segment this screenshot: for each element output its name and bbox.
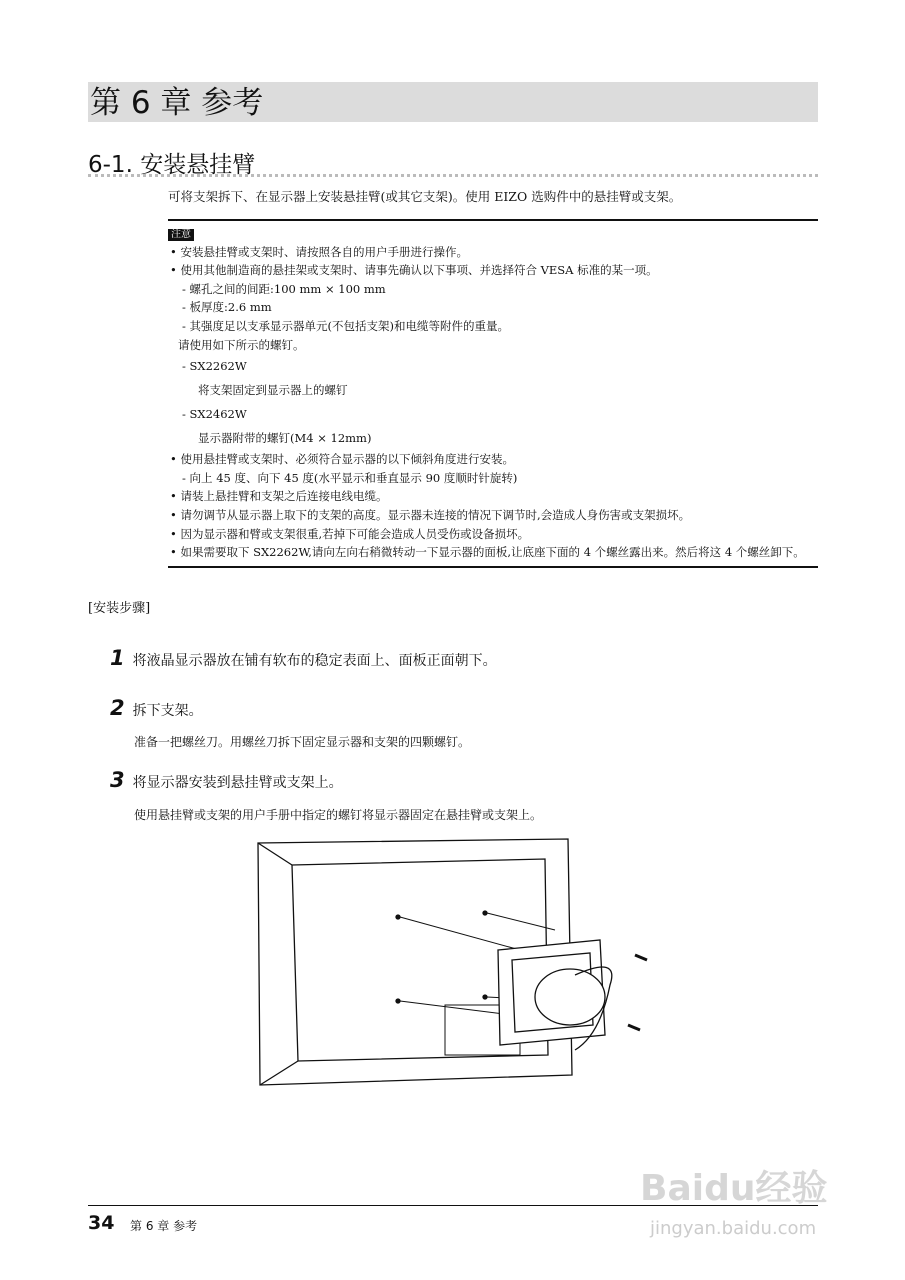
page-number: 34 [88, 1212, 115, 1234]
step-2 [110, 696, 203, 720]
step-3 [110, 768, 343, 792]
footer-divider [88, 1205, 818, 1206]
note-item: • 因为显示器和臂或支架很重,若掉下可能会造成人员受伤或设备损坏。 [168, 525, 818, 544]
baidu-watermark-logo: Baidu经验 [640, 1168, 828, 1209]
note-item: • 安装悬挂臂或支架时、请按照各自的用户手册进行操作。 [168, 243, 818, 262]
note-item: • 如果需要取下 SX2262W,请向左向右稍微转动一下显示器的面板,让底座下面的 4 个螺丝露出来。然后将这 4 个螺丝卸下。 [168, 543, 818, 562]
note-item: • 请勿调节从显示器上取下的支架的高度。显示器未连接的情况下调节时,会造成人身伤害或支架损坏。 [168, 506, 818, 525]
caution-box [168, 219, 818, 568]
note-text: 将支架固定到显示器上的螺钉 [198, 383, 348, 398]
step-number: 1 [110, 646, 125, 670]
section-title: 6-1. 安装悬挂臂 [88, 152, 256, 178]
step-title: 将显示器安装到悬挂臂或支架上。 [132, 775, 343, 791]
footer-chapter: 第 6 章 参考 [130, 1219, 198, 1233]
baidu-watermark-url: jingyan.baidu.com [650, 1218, 817, 1239]
monitor-arm-illustration [250, 835, 660, 1095]
dotted-divider [88, 174, 818, 177]
step-number: 3 [110, 768, 125, 792]
step-description: 使用悬挂臂或支架的用户手册中指定的螺钉将显示器固定在悬挂臂或支架上。 [134, 808, 543, 822]
step-title: 将液晶显示器放在铺有软布的稳定表面上、面板正面朝下。 [132, 653, 497, 669]
step-number: 2 [110, 696, 125, 720]
caution-tag: 注意 [168, 229, 194, 241]
note-subitem: - 向上 45 度、向下 45 度(水平显示和垂直显示 90 度顺时针旋转) [182, 470, 518, 485]
note-text: 请使用如下所示的螺钉。 [178, 337, 305, 352]
note-item: • 使用其他制造商的悬挂架或支架时、请事先确认以下事项、并选择符合 VESA 标准的某一项。 [168, 261, 818, 280]
chapter-title: 第 6 章 参考 [88, 82, 818, 122]
note-subitem: - 螺孔之间的间距:100 mm × 100 mm [182, 281, 386, 296]
note-item: • 使用悬挂臂或支架时、必须符合显示器的以下倾斜角度进行安装。 [168, 450, 818, 469]
note-item: • 请装上悬挂臂和支架之后连接电线电缆。 [168, 487, 818, 506]
step-1 [110, 646, 497, 670]
procedure-label: [安装步骤] [88, 601, 151, 616]
note-subitem: - SX2262W [182, 359, 247, 374]
intro-text: 可将支架拆下、在显示器上安装悬挂臂(或其它支架)。使用 EIZO 选购件中的悬挂臂或支架。 [168, 189, 682, 204]
step-description: 准备一把螺丝刀。用螺丝刀拆下固定显示器和支架的四颗螺钉。 [134, 735, 471, 749]
step-title: 拆下支架。 [132, 703, 203, 719]
note-subitem: - 板厚度:2.6 mm [182, 300, 272, 315]
note-subitem: - 其强度足以支承显示器单元(不包括支架)和电缆等附件的重量。 [182, 318, 510, 333]
note-subitem: - SX2462W [182, 407, 247, 422]
note-text: 显示器附带的螺钉(M4 × 12mm) [198, 431, 372, 446]
